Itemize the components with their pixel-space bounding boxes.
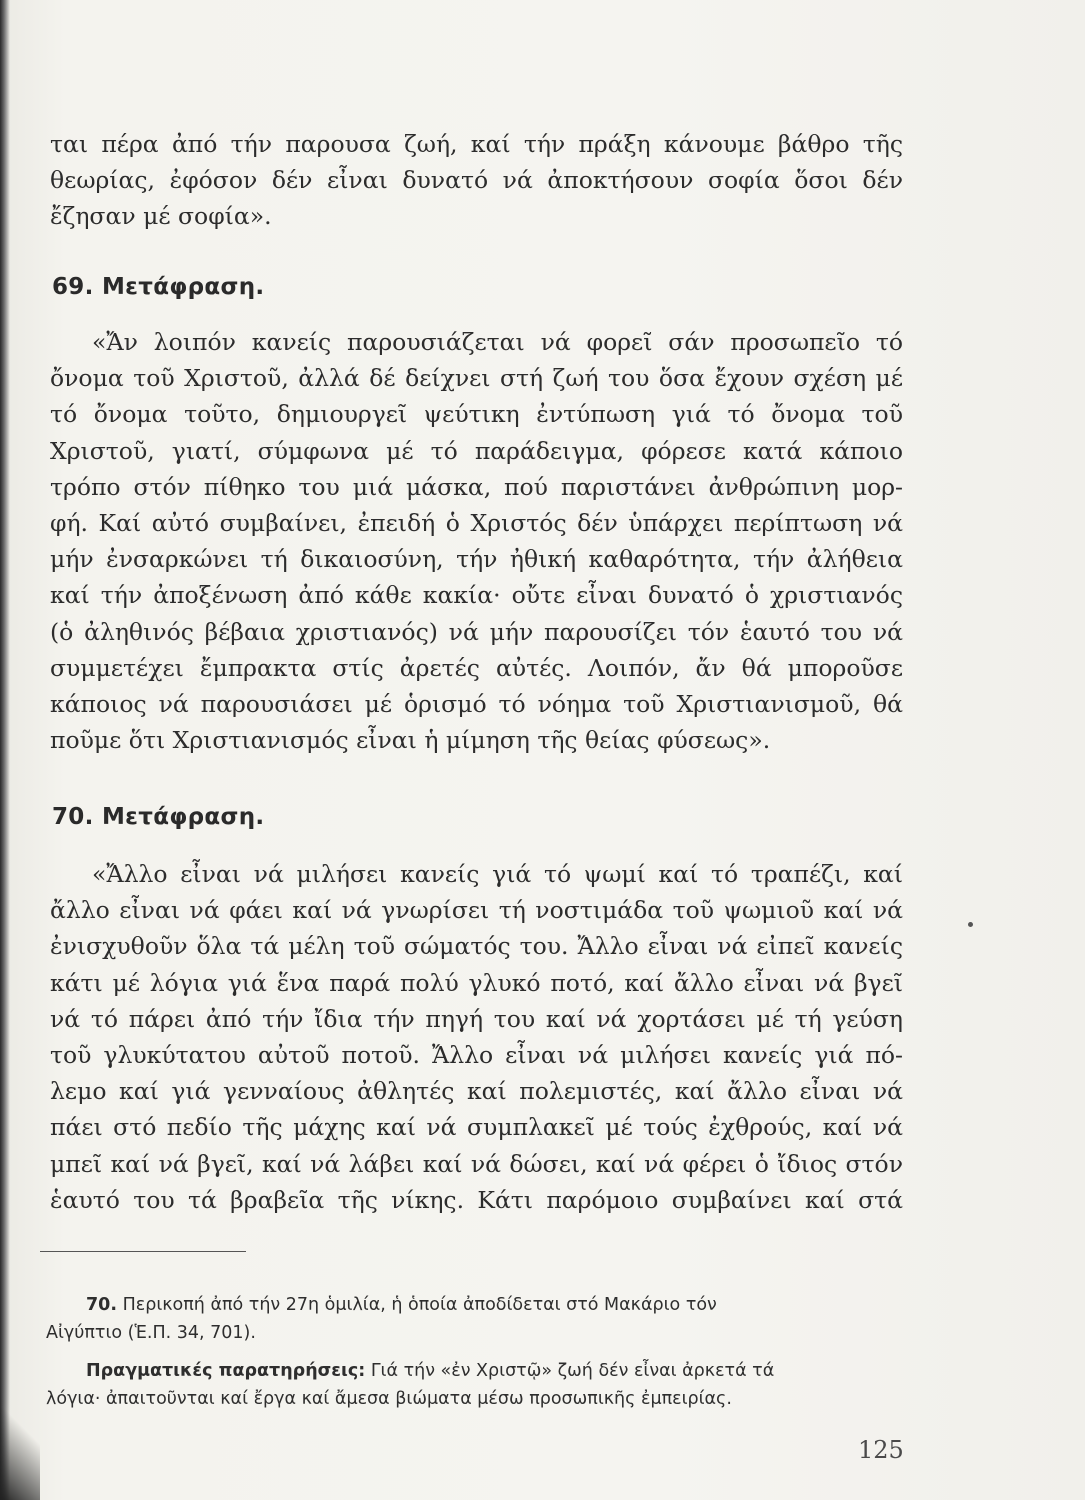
text-line: «Ἄν λοιπόν κανείς παρουσιάζεται νά φορεῖ σάν προσωπεῖο τό — [92, 328, 903, 356]
text-line: (ὁ ἀληθινός βέβαια χριστιανός) νά μήν παρουσίζει τόν ἑαυτό του νά — [50, 617, 903, 646]
footnote-number: 70. — [86, 1295, 118, 1315]
text-line: λεμο καί γιά γενναίους ἀθλητές καί πολεμιστές, καί ἄλλο εἶναι νά — [50, 1077, 903, 1106]
section-70-body — [50, 856, 903, 1218]
text-line: «Ἄλλο εἶναι νά μιλήσει κανείς γιά τό ψωμί καί τό τραπέζι, καί — [92, 860, 903, 888]
section-69-heading: 69. Μετάφραση. — [52, 274, 265, 300]
text-line: ται πέρα ἀπό τήν παρουσα ζωή, καί τήν πράξη κάνουμε βάθρο τῆς — [50, 130, 903, 158]
text-line: συμμετέχει ἔμπρακτα στίς ἀρετές αὐτές. Λοιπόν, ἄν θά μποροῦσε — [50, 653, 903, 682]
section-69-body — [50, 324, 903, 758]
footnote-line — [46, 1357, 896, 1385]
text-line: νά τό πάρει ἀπό τήν ἴδια τήν πηγή του καί νά χορτάσει μέ τή γεύση — [50, 1004, 903, 1033]
print-speck — [968, 922, 973, 927]
text-line: θεωρίας, ἐφόσον δέν εἶναι δυνατό νά ἀποκτήσουν σοφία ὅσοι δέν — [50, 166, 903, 195]
text-line: ἑαυτό του τά βραβεῖα τῆς νίκης. Κάτι παρόμοιο συμβαίνει καί στά — [50, 1185, 903, 1214]
text-line: τρόπο στόν πίθηκο του μιά μάσκα, πού παριστάνει ἀνθρώπινη μορ- — [50, 472, 903, 501]
text-line: ποῦμε ὅτι Χριστιανισμός εἶναι ἡ μίμηση τῆς θείας φύσεως». — [50, 726, 771, 755]
text-line: ἔζησαν μέ σοφία». — [50, 202, 272, 231]
text-line: μπεῖ καί νά βγεῖ, καί νά λάβει καί νά δώσει, καί νά φέρει ὁ ἴδιος στόν — [50, 1149, 903, 1178]
footnotes — [46, 1291, 896, 1413]
footnote-line: λόγια· ἀπαιτοῦνται καί ἔργα καί ἄμεσα βιώματα μέσω προσωπικῆς ἐμπειρίας. — [46, 1389, 732, 1409]
section-70-heading: 70. Μετάφραση. — [52, 804, 265, 830]
text-line: τό ὄνομα τοῦτο, δημιουργεῖ ψεύτικη ἐντύπωση γιά τό ὄνομα τοῦ — [50, 400, 903, 429]
text-line: τοῦ γλυκύτατου αὐτοῦ ποτοῦ. Ἄλλο εἶναι νά μιλήσει κανείς γιά πό- — [50, 1040, 903, 1069]
text-line: ἄλλο εἶναι νά φάει καί νά γνωρίσει τή νοστιμάδα τοῦ ψωμιοῦ καί νά — [50, 896, 903, 925]
remarks-label: Πραγματικές παρατηρήσεις: — [86, 1361, 366, 1381]
footnote-line — [46, 1291, 896, 1319]
text-line: πάει στό πεδίο τῆς μάχης καί νά συμπλακεῖ μέ τούς ἐχθρούς, καί νά — [50, 1113, 903, 1142]
text-line: ἐνισχυθοῦν ὅλα τά μέλη τοῦ σώματός του. Ἄλλο εἶναι νά εἰπεῖ κανείς — [50, 932, 903, 961]
text-line: ὄνομα τοῦ Χριστοῦ, ἀλλά δέ δείχνει στή ζωή του ὅσα ἔχουν σχέση μέ — [50, 364, 903, 393]
text-line: κάποιος νά παρουσιάσει μέ ὁρισμό τό νόημα τοῦ Χριστιανισμοῦ, θά — [50, 689, 903, 718]
remarks-text: Γιά τήν «ἐν Χριστῷ» ζωή δέν εἶναι ἀρκετά τά — [370, 1361, 775, 1381]
footnote-line: Αἰγύπτιο (Ἑ.Π. 34, 701). — [46, 1323, 256, 1343]
text-line: φή. Καί αὐτό συμβαίνει, ἐπειδή ὁ Χριστός δέν ὑπάρχει περίπτωση νά — [50, 508, 903, 537]
text-line: Χριστοῦ, γιατί, σύμφωνα μέ τό παράδειγμα, φόρεσε κατά κάποιο — [50, 436, 903, 465]
corner-shadow — [0, 1380, 40, 1500]
footnote-text: Περικοπή ἀπό τήν 27η ὁμιλία, ἡ ὁποία ἀποδίδεται στό Μακάριο τόν — [122, 1295, 717, 1315]
text-line: κάτι μέ λόγια γιά ἕνα παρά πολύ γλυκό ποτό, καί ἄλλο εἶναι νά βγεῖ — [50, 968, 903, 997]
lead-paragraph — [50, 126, 903, 235]
spine-shadow — [0, 0, 10, 1500]
footnote-rule — [40, 1251, 246, 1252]
page-number: 125 — [858, 1436, 904, 1464]
text-line: καί τήν ἀποξένωση ἀπό κάθε κακία· οὔτε εἶναι δυνατό ὁ χριστιανός — [50, 581, 903, 610]
text-line: μήν ἐνσαρκώνει τή δικαιοσύνη, τήν ἠθική καθαρότητα, τήν ἀλήθεια — [50, 545, 903, 574]
